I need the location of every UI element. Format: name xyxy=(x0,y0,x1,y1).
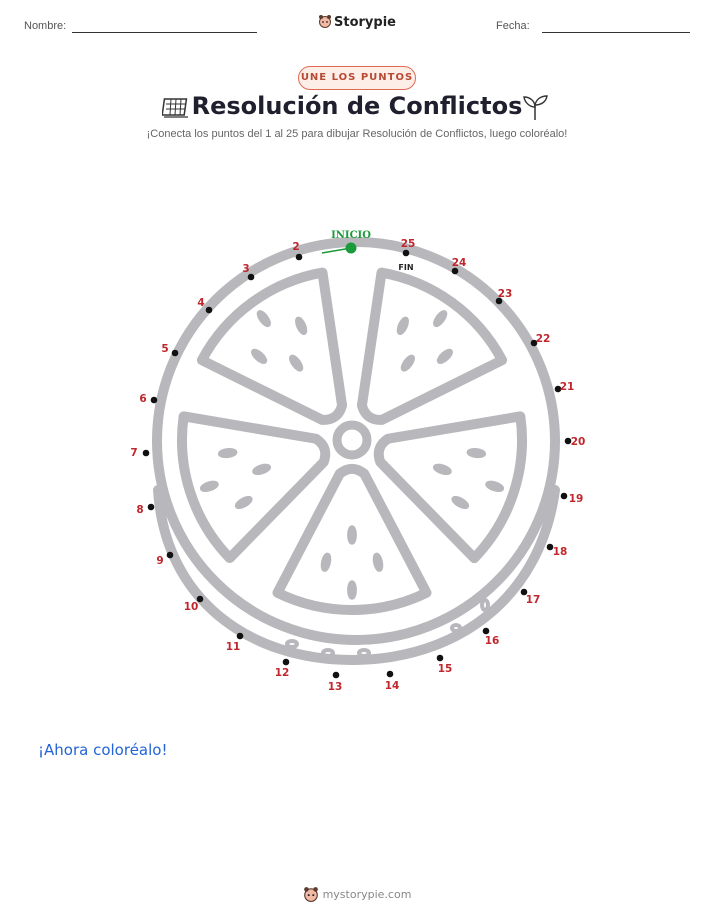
page-title: Resolución de Conflictos xyxy=(191,92,523,120)
seed-mark xyxy=(349,527,355,543)
dot-number-21: 21 xyxy=(559,381,575,393)
name-label: Nombre: xyxy=(24,20,67,32)
dot-number-20: 20 xyxy=(570,436,586,448)
color-prompt: ¡Ahora coloréalo! xyxy=(38,741,168,759)
dot-15[interactable] xyxy=(437,655,444,662)
dot-6[interactable] xyxy=(151,397,158,404)
seed-mark xyxy=(257,310,272,327)
dot-7[interactable] xyxy=(143,450,150,457)
orange-slice-outline xyxy=(157,242,555,660)
dot-number-8: 8 xyxy=(136,504,144,516)
seed-mark xyxy=(295,317,307,334)
activity-badge: UNE LOS PUNTOS xyxy=(298,66,416,90)
dot-number-16: 16 xyxy=(484,635,500,647)
footer xyxy=(0,886,714,902)
dot-number-9: 9 xyxy=(156,555,164,567)
seed-mark xyxy=(289,355,304,372)
seed-mark xyxy=(437,349,453,364)
dot-11[interactable] xyxy=(237,633,244,640)
dot-2[interactable] xyxy=(296,254,303,261)
seed-mark xyxy=(434,464,451,475)
date-label: Fecha: xyxy=(496,20,530,32)
dot-16[interactable] xyxy=(483,628,490,635)
brand-name: Storypie xyxy=(334,15,396,30)
dot-number-18: 18 xyxy=(552,546,568,558)
dot-number-11: 11 xyxy=(225,641,241,653)
seed-mark xyxy=(201,481,218,492)
dot-1-start[interactable] xyxy=(346,243,357,254)
dot-number-7: 7 xyxy=(130,447,138,459)
end-label: FIN xyxy=(398,263,414,272)
dot-number-2: 2 xyxy=(292,241,300,253)
dot-19[interactable] xyxy=(561,493,568,500)
seed-mark xyxy=(373,554,383,571)
seed-mark xyxy=(349,582,355,598)
seed-mark xyxy=(219,449,236,457)
seed-mark xyxy=(253,464,270,475)
dot-number-10: 10 xyxy=(183,601,199,613)
dot-number-23: 23 xyxy=(497,288,513,300)
dot-4[interactable] xyxy=(206,307,213,314)
dot-number-22: 22 xyxy=(535,333,551,345)
seed-mark xyxy=(321,554,331,571)
dot-5[interactable] xyxy=(172,350,179,357)
dot-number-24: 24 xyxy=(451,257,467,269)
dot-12[interactable] xyxy=(283,659,290,666)
start-label: INICIO xyxy=(331,230,371,241)
seed-mark xyxy=(251,349,267,364)
seed-mark xyxy=(433,310,448,327)
dot-number-13: 13 xyxy=(327,681,343,693)
storypie-mascot-icon xyxy=(303,886,319,902)
instructions: ¡Conecta los puntos del 1 al 25 para dibujar Resolución de Conflictos, luego coloréalo! xyxy=(146,128,568,140)
dot-25[interactable] xyxy=(403,250,410,257)
seed-mark xyxy=(468,449,485,457)
seed-mark xyxy=(452,496,469,510)
dot-number-4: 4 xyxy=(197,297,205,309)
dot-8[interactable] xyxy=(148,504,155,511)
seed-mark xyxy=(235,496,252,510)
dot-number-14: 14 xyxy=(384,680,400,692)
slice-segment xyxy=(362,273,502,420)
seed-mark xyxy=(486,481,503,492)
dot-9[interactable] xyxy=(167,552,174,559)
dot-number-15: 15 xyxy=(437,663,453,675)
dot-14[interactable] xyxy=(387,671,394,678)
seed-mark xyxy=(401,355,416,372)
dot-number-17: 17 xyxy=(525,594,541,606)
dot-number-25: 25 xyxy=(400,238,416,250)
dot-number-3: 3 xyxy=(242,263,250,275)
dot-number-6: 6 xyxy=(139,393,147,405)
dot-13[interactable] xyxy=(333,672,340,679)
seed-mark xyxy=(397,317,409,334)
dot-number-19: 19 xyxy=(568,493,584,505)
dot-number-5: 5 xyxy=(161,343,169,355)
dot-number-12: 12 xyxy=(274,667,290,679)
footer-url[interactable]: mystorypie.com xyxy=(322,888,412,901)
